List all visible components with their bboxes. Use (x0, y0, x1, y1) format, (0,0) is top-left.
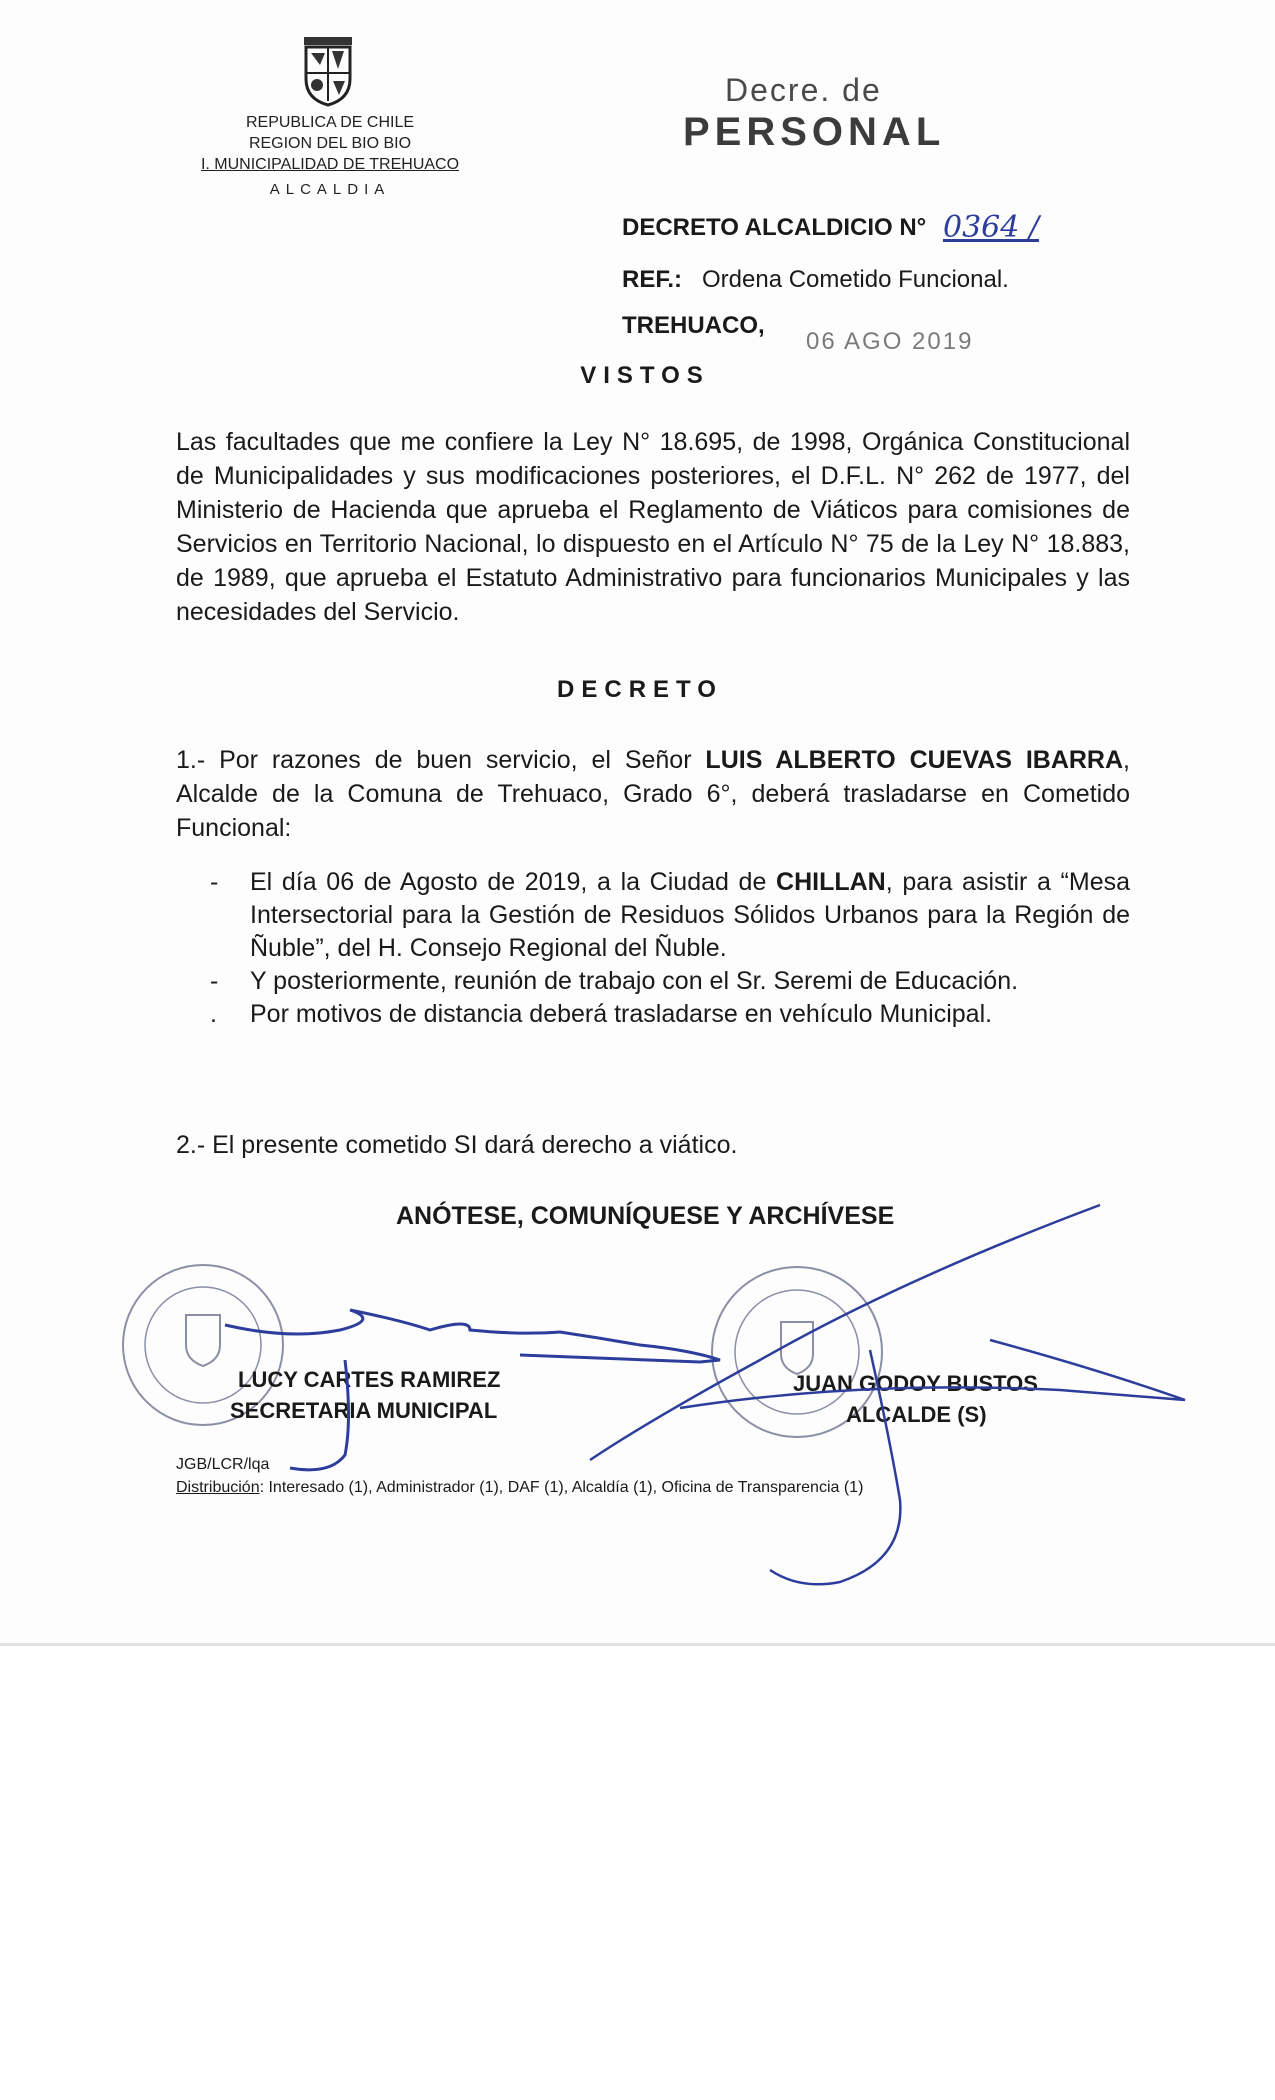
decree-number: 0364 / (943, 210, 1039, 245)
left-signatory-name: LUCY CARTES RAMIREZ (238, 1367, 501, 1392)
header-municipality: I. MUNICIPALIDAD DE TREHUACO (200, 156, 460, 173)
bullet-dash: - (210, 868, 219, 896)
bullet-2-text: Y posteriormente, reunión de trabajo con el Sr. Seremi de Educación. (250, 967, 1019, 995)
bullet-item (205, 965, 1130, 998)
vistos-heading: VISTOS (580, 362, 710, 389)
item1-post: , Alcalde de la Comuna de Trehuaco, Grado 6°, deberá trasladarse en Cometido Funcional: (176, 746, 1130, 842)
ref-text: Ordena Cometido Funcional. (702, 266, 1009, 293)
bullet-1-city: CHILLAN (776, 868, 886, 896)
date-stamp: 06 AGO 2019 (806, 328, 974, 355)
page-bottom-edge (0, 1643, 1275, 1646)
bullet-item (205, 866, 1130, 965)
bullet-3-text: Por motivos de distancia deberá trasladarse en vehículo Municipal. (250, 1000, 993, 1028)
decree-item-1 (176, 743, 1130, 845)
distribution-line (176, 1479, 863, 1497)
closing-formula: ANÓTESE, COMUNÍQUESE Y ARCHÍVESE (396, 1202, 895, 1230)
city-label: TREHUACO, (622, 312, 765, 339)
header-region: REGION DEL BIO BIO (248, 135, 412, 152)
item1-name: LUIS ALBERTO CUEVAS IBARRA (705, 746, 1124, 774)
bullet-dash: . (210, 1000, 217, 1028)
bullet-dash: - (210, 967, 219, 995)
right-signatory-name: JUAN GODOY BUSTOS (793, 1371, 1038, 1396)
ref-label: REF.: (622, 266, 682, 293)
bullet-1-post: , para asistir a “Mesa Intersectorial para la Gestión de Residuos Sólidos Urbanos para la Región de Ñuble”, del H. Consejo Regional del Ñuble. (250, 868, 1130, 962)
item1-pre: 1.- Por razones de buen servicio, el Señor (176, 746, 706, 774)
vistos-paragraph: Las facultades que me confiere la Ley N° 18.695, de 1998, Orgánica Constitucional de Municipalidades y sus modificaciones posteriores, el D.F.L. N° 262 de 1977, del Ministerio de Hacienda que aprueba el Reglamento de Viáticos para comisiones de Servicios en Territorio Nacional, lo dispuesto en el Artículo N° 75 de la Ley N° 18.883, de 1989, que aprueba el Estatuto Administrativo para funcionarios Municipales y las necesidades del Servicio. (176, 428, 1130, 626)
bullet-1-pre: El día 06 de Agosto de 2019, a la Ciudad de (250, 868, 777, 896)
bullet-item (205, 998, 1130, 1031)
right-signatory-title: ALCALDE (S) (846, 1402, 987, 1427)
municipal-crest-icon (298, 35, 358, 107)
header-alcaldia: ALCALDIA (269, 181, 391, 198)
stamp-line-1: Decre. de (725, 72, 882, 108)
distribution-text: : Interesado (1), Administrador (1), DAF (1), Alcaldía (1), Oficina de Transparencia (1) (259, 1479, 864, 1496)
header-republic: REPUBLICA DE CHILE (245, 114, 415, 131)
left-signatory-title: SECRETARIA MUNICIPAL (230, 1398, 498, 1423)
bullet-list (205, 866, 1130, 1031)
stamp-line-2: PERSONAL (683, 110, 946, 154)
decreto-heading: DECRETO (557, 676, 723, 703)
distribution-label: Distribución (176, 1479, 260, 1496)
initials: JGB/LCR/lqa (176, 1456, 270, 1473)
decree-label: DECRETO ALCALDICIO N° (622, 214, 927, 241)
decree-item-2: 2.- El presente cometido SI dará derecho a viático. (176, 1131, 738, 1159)
